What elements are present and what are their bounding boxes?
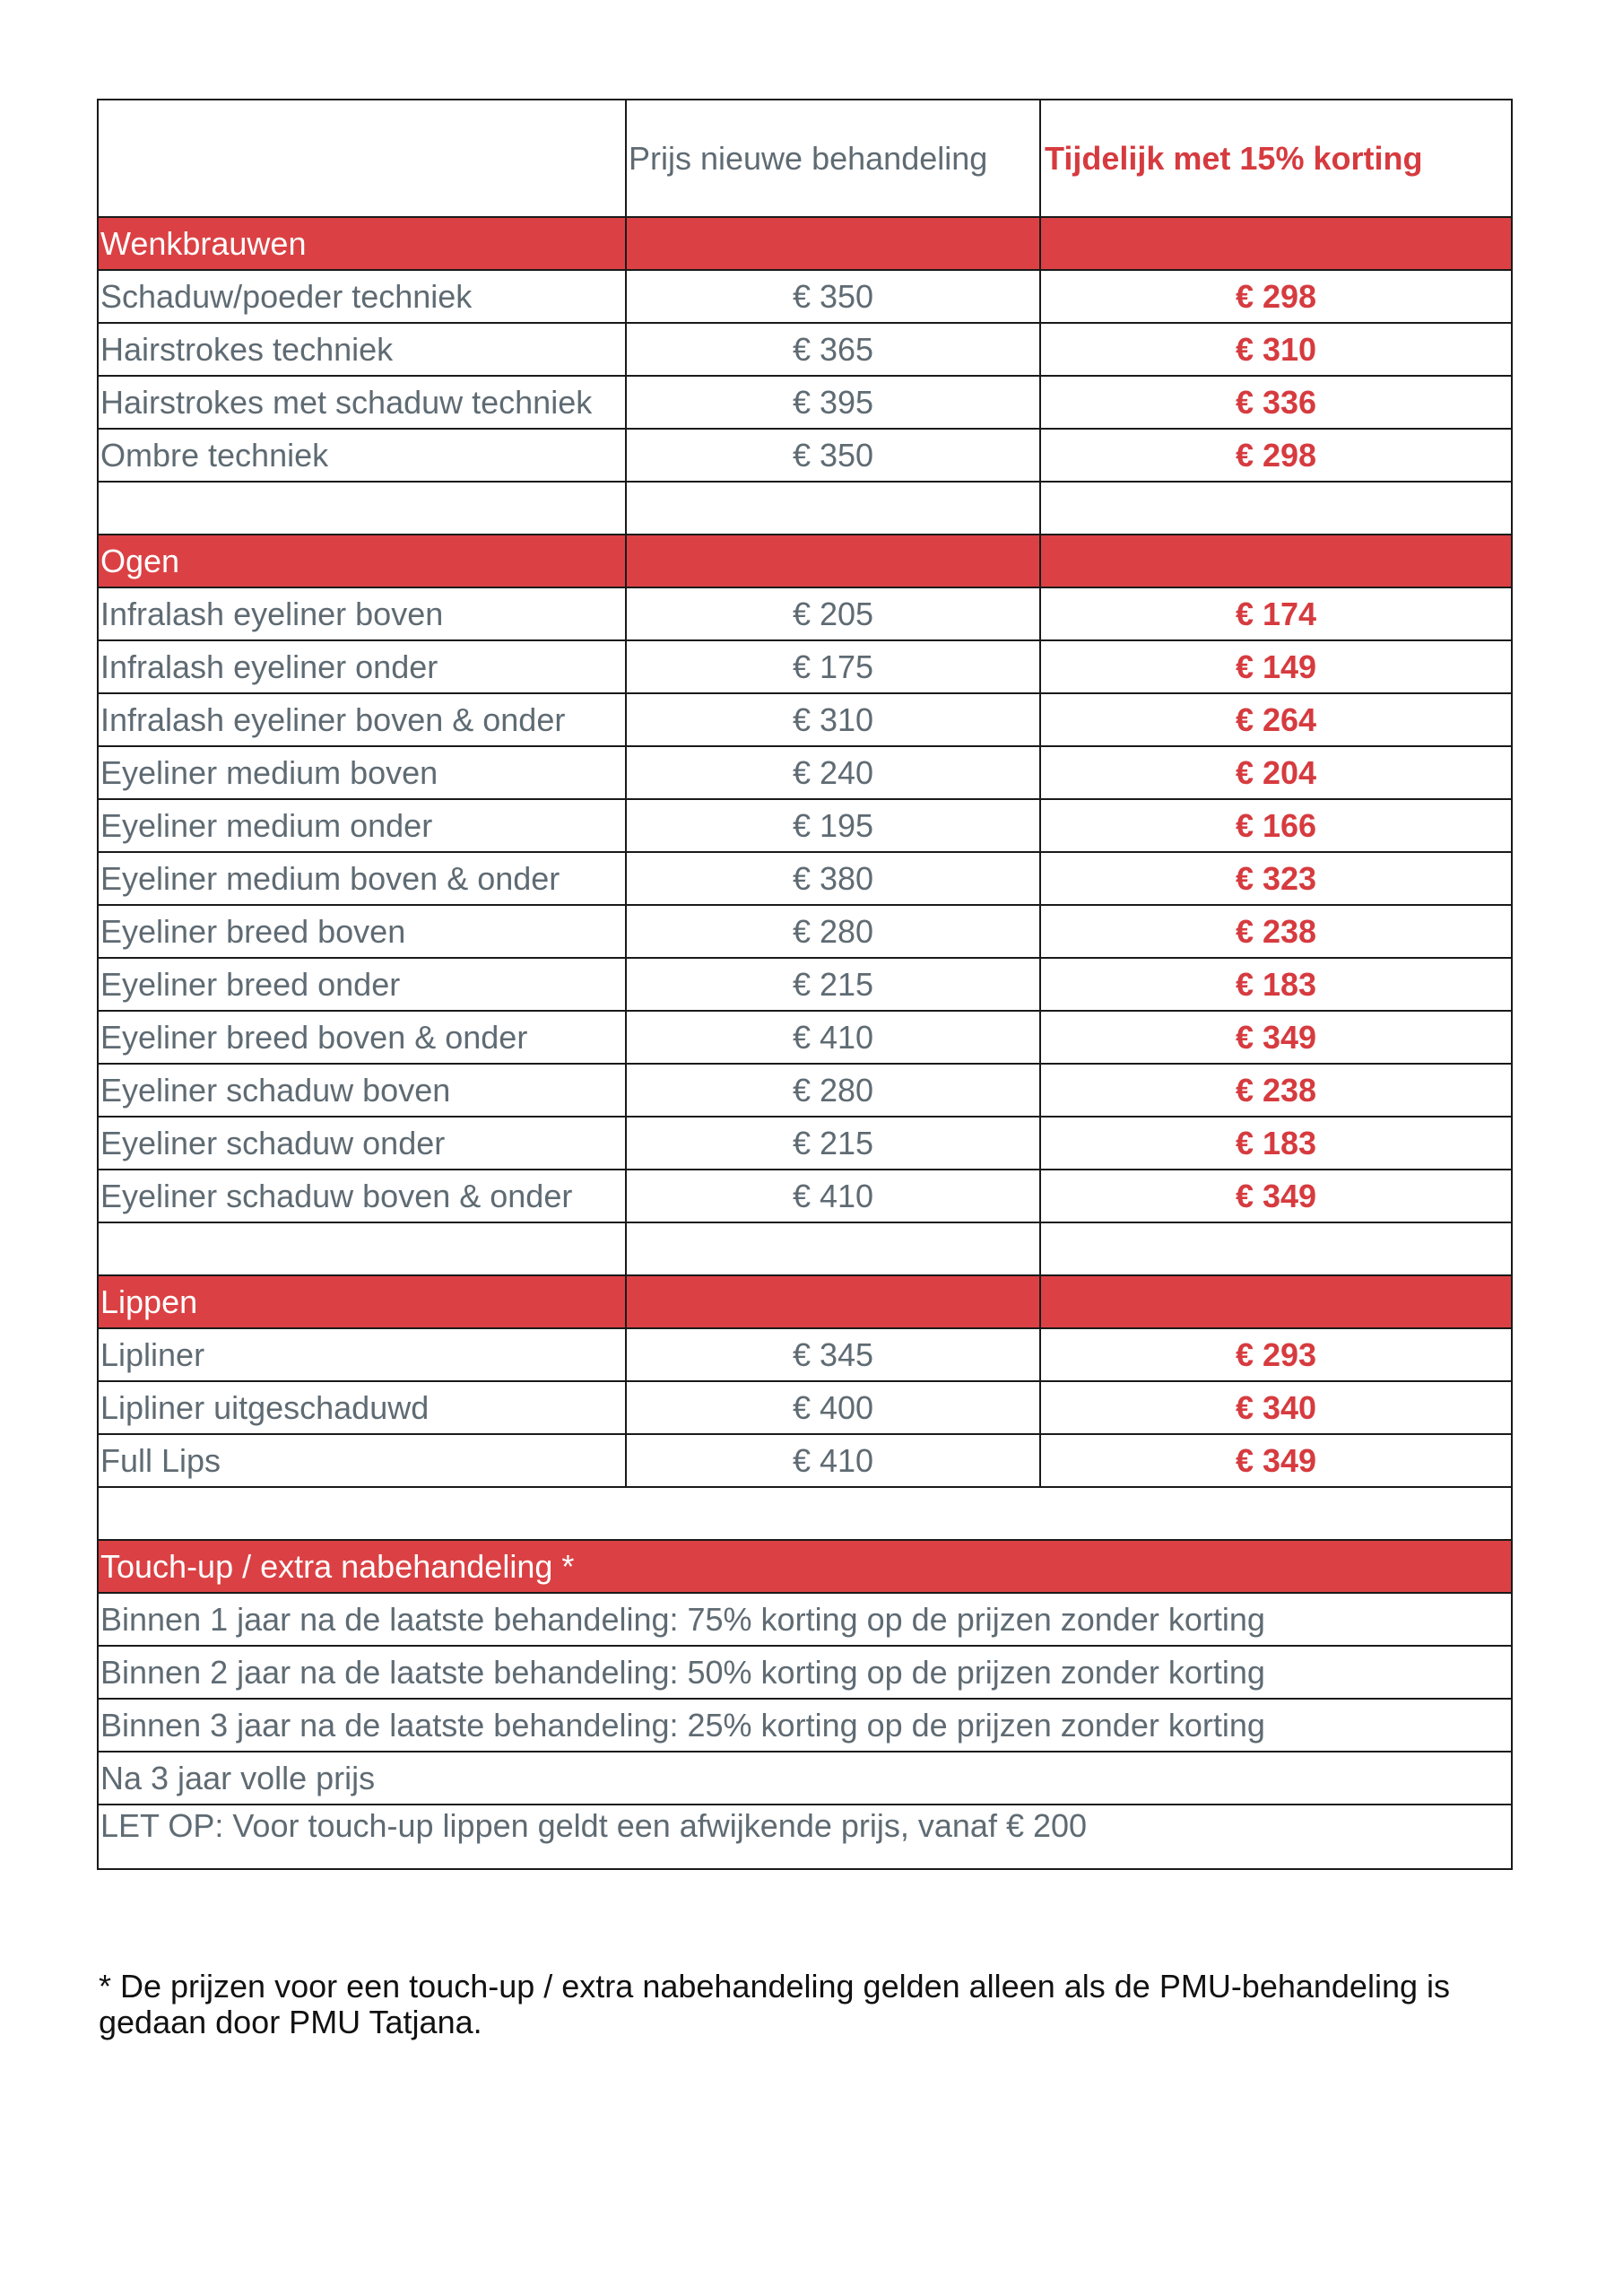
touchup-row bbox=[98, 1699, 1512, 1752]
treatment-discount-price: € 340 bbox=[1040, 1381, 1512, 1434]
treatment-name: Hairstrokes met schaduw techniek bbox=[98, 376, 626, 429]
footnote-line: * De prijzen voor een touch-up / extra nabehandeling gelden alleen als de PMU-behandeling is bbox=[99, 1968, 1450, 2005]
header-empty-cell bbox=[98, 100, 626, 217]
empty-cell bbox=[626, 1222, 1040, 1275]
table-row bbox=[98, 693, 1512, 746]
touchup-row bbox=[98, 1752, 1512, 1805]
treatment-name: Infralash eyeliner onder bbox=[98, 640, 626, 693]
treatment-discount-price: € 149 bbox=[1040, 640, 1512, 693]
treatment-price: € 205 bbox=[626, 587, 1040, 640]
table-row bbox=[98, 270, 1512, 323]
treatment-discount-price: € 349 bbox=[1040, 1011, 1512, 1064]
touchup-line: Binnen 2 jaar na de laatste behandeling: 50% korting op de prijzen zonder korting bbox=[98, 1646, 1512, 1699]
spacer-row bbox=[98, 482, 1512, 535]
treatment-discount-price: € 183 bbox=[1040, 1117, 1512, 1170]
table-row bbox=[98, 1170, 1512, 1222]
treatment-name: Infralash eyeliner boven bbox=[98, 587, 626, 640]
section-title: Wenkbrauwen bbox=[98, 217, 626, 270]
table-row bbox=[98, 1011, 1512, 1064]
treatment-discount-price: € 183 bbox=[1040, 958, 1512, 1011]
treatment-price: € 280 bbox=[626, 1064, 1040, 1117]
treatment-name: Eyeliner medium boven & onder bbox=[98, 852, 626, 905]
touchup-title: Touch-up / extra nabehandeling * bbox=[98, 1540, 1512, 1593]
table-row bbox=[98, 1434, 1512, 1487]
table-row bbox=[98, 746, 1512, 799]
treatment-discount-price: € 264 bbox=[1040, 693, 1512, 746]
treatment-discount-price: € 293 bbox=[1040, 1328, 1512, 1381]
treatment-price: € 380 bbox=[626, 852, 1040, 905]
section-header-row bbox=[98, 535, 1512, 587]
section-empty-cell bbox=[626, 217, 1040, 270]
spacer-row bbox=[98, 1222, 1512, 1275]
treatment-name: Eyeliner schaduw boven bbox=[98, 1064, 626, 1117]
treatment-name: Eyeliner breed boven & onder bbox=[98, 1011, 626, 1064]
table-row bbox=[98, 1328, 1512, 1381]
treatment-price: € 350 bbox=[626, 270, 1040, 323]
treatment-price: € 345 bbox=[626, 1328, 1040, 1381]
touchup-note: LET OP: Voor touch-up lippen geldt een afwijkende prijs, vanaf € 200 bbox=[98, 1805, 1512, 1869]
touchup-line: Na 3 jaar volle prijs bbox=[98, 1752, 1512, 1805]
price-table bbox=[97, 99, 1513, 1870]
treatment-price: € 240 bbox=[626, 746, 1040, 799]
table-row bbox=[98, 1064, 1512, 1117]
treatment-name: Schaduw/poeder techniek bbox=[98, 270, 626, 323]
touchup-row bbox=[98, 1593, 1512, 1646]
spacer-row bbox=[98, 1487, 1512, 1540]
table-row bbox=[98, 958, 1512, 1011]
section-header-row bbox=[98, 217, 1512, 270]
treatment-discount-price: € 174 bbox=[1040, 587, 1512, 640]
treatment-price: € 215 bbox=[626, 1117, 1040, 1170]
treatment-discount-price: € 298 bbox=[1040, 270, 1512, 323]
section-empty-cell bbox=[1040, 1275, 1512, 1328]
touchup-line: Binnen 3 jaar na de laatste behandeling: 25% korting op de prijzen zonder korting bbox=[98, 1699, 1512, 1752]
treatment-price: € 410 bbox=[626, 1011, 1040, 1064]
section-empty-cell bbox=[626, 535, 1040, 587]
table-row bbox=[98, 323, 1512, 376]
treatment-name: Infralash eyeliner boven & onder bbox=[98, 693, 626, 746]
table-row bbox=[98, 1381, 1512, 1434]
treatment-name: Full Lips bbox=[98, 1434, 626, 1487]
header-price: Prijs nieuwe behandeling bbox=[626, 100, 1040, 217]
section-header-row bbox=[98, 1275, 1512, 1328]
treatment-discount-price: € 238 bbox=[1040, 905, 1512, 958]
table-row bbox=[98, 852, 1512, 905]
table-row bbox=[98, 587, 1512, 640]
section-empty-cell bbox=[626, 1275, 1040, 1328]
table-row bbox=[98, 1117, 1512, 1170]
treatment-price: € 195 bbox=[626, 799, 1040, 852]
empty-cell bbox=[626, 482, 1040, 535]
section-title: Ogen bbox=[98, 535, 626, 587]
treatment-price: € 175 bbox=[626, 640, 1040, 693]
empty-cell bbox=[1040, 1222, 1512, 1275]
footnote-line: gedaan door PMU Tatjana. bbox=[99, 2004, 482, 2040]
table-row bbox=[98, 905, 1512, 958]
treatment-price: € 215 bbox=[626, 958, 1040, 1011]
section-empty-cell bbox=[1040, 535, 1512, 587]
treatment-price: € 410 bbox=[626, 1434, 1040, 1487]
treatment-name: Eyeliner medium onder bbox=[98, 799, 626, 852]
treatment-name: Lipliner uitgeschaduwd bbox=[98, 1381, 626, 1434]
touchup-row bbox=[98, 1646, 1512, 1699]
treatment-name: Ombre techniek bbox=[98, 429, 626, 482]
treatment-price: € 400 bbox=[626, 1381, 1040, 1434]
table-row bbox=[98, 799, 1512, 852]
treatment-price: € 395 bbox=[626, 376, 1040, 429]
treatment-price: € 280 bbox=[626, 905, 1040, 958]
treatment-discount-price: € 349 bbox=[1040, 1170, 1512, 1222]
touchup-line: Binnen 1 jaar na de laatste behandeling: 75% korting op de prijzen zonder korting bbox=[98, 1593, 1512, 1646]
header-discount: Tijdelijk met 15% korting bbox=[1040, 100, 1512, 217]
footnote bbox=[99, 1969, 1533, 2040]
treatment-name: Lipliner bbox=[98, 1328, 626, 1381]
empty-cell bbox=[98, 1222, 626, 1275]
table-row bbox=[98, 376, 1512, 429]
empty-cell bbox=[98, 1487, 1512, 1540]
treatment-price: € 410 bbox=[626, 1170, 1040, 1222]
treatment-discount-price: € 166 bbox=[1040, 799, 1512, 852]
treatment-price: € 365 bbox=[626, 323, 1040, 376]
section-empty-cell bbox=[1040, 217, 1512, 270]
treatment-discount-price: € 238 bbox=[1040, 1064, 1512, 1117]
treatment-price: € 310 bbox=[626, 693, 1040, 746]
treatment-discount-price: € 336 bbox=[1040, 376, 1512, 429]
treatment-discount-price: € 349 bbox=[1040, 1434, 1512, 1487]
treatment-name: Hairstrokes techniek bbox=[98, 323, 626, 376]
treatment-discount-price: € 204 bbox=[1040, 746, 1512, 799]
treatment-discount-price: € 298 bbox=[1040, 429, 1512, 482]
section-title: Lippen bbox=[98, 1275, 626, 1328]
treatment-discount-price: € 323 bbox=[1040, 852, 1512, 905]
treatment-name: Eyeliner breed boven bbox=[98, 905, 626, 958]
treatment-name: Eyeliner schaduw onder bbox=[98, 1117, 626, 1170]
table-header-row bbox=[98, 100, 1512, 217]
empty-cell bbox=[1040, 482, 1512, 535]
touchup-header-row bbox=[98, 1540, 1512, 1593]
treatment-name: Eyeliner schaduw boven & onder bbox=[98, 1170, 626, 1222]
empty-cell bbox=[98, 482, 626, 535]
treatment-name: Eyeliner breed onder bbox=[98, 958, 626, 1011]
treatment-price: € 350 bbox=[626, 429, 1040, 482]
treatment-discount-price: € 310 bbox=[1040, 323, 1512, 376]
touchup-note-row bbox=[98, 1805, 1512, 1869]
table-row bbox=[98, 429, 1512, 482]
table-row bbox=[98, 640, 1512, 693]
treatment-name: Eyeliner medium boven bbox=[98, 746, 626, 799]
